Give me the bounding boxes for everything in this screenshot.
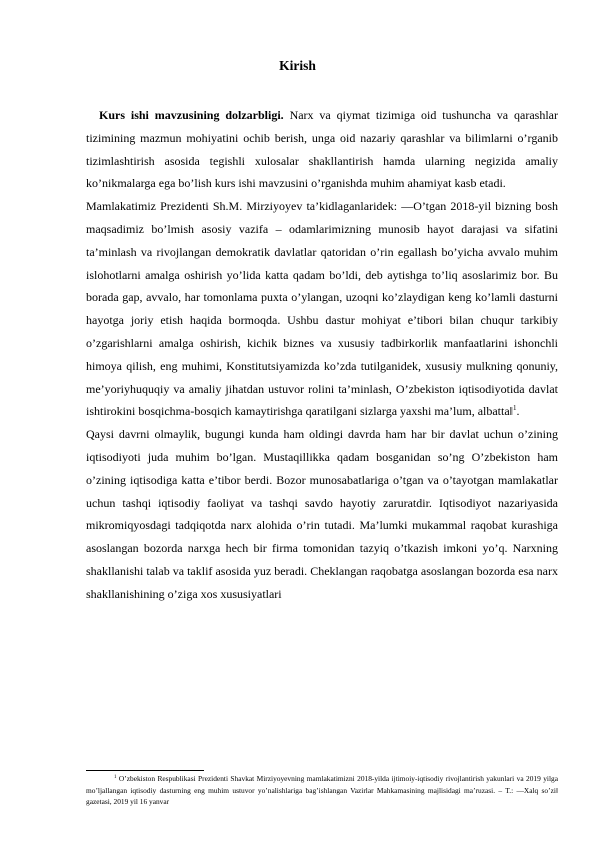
relevance-heading: Kurs ishi mavzusining dolzarbligi. [99, 108, 284, 122]
relevance-text: Narx va qiymat tizimiga oid tushuncha va qarashlar tizimining mazmun mohiyatini ochib berish, unga oid nazariy qarashlar va bilimlarni o’rganib tizimlashtirish asosida tegishli xulosalar shakllantirish hamda ularning negizida amaliy ko’nikmalarga ega bo’lish kurs ishi mavzusini o’rganishda muhim ahamiyat kasb etadi. [86, 108, 558, 191]
footnote-number: 1 [114, 775, 117, 780]
paragraph-economy [86, 423, 558, 605]
document-body [86, 104, 558, 606]
paragraph-relevance [86, 104, 558, 195]
quote-text: Mamlakatimiz Prezidenti Sh.M. Mirziyoyev ta’kidlaganlaridek: ―O’tgan 2018-yil bizning bosh maqsadimiz bo’lmish asosiy vazifa – odamlarimizning munosib hayot darajasi va sifatini ta’minlash va rivojlangan demokratik davlatlar qatoridan o’rin egallash bo’yicha avvalo muhim islohotlarni amalga oshirish yo’lida katta qadam bo’ldi, deb aytishga to’liq asoslarimiz bor. Bu borada gap, avvalo, har tomonlama puxta o’ylangan, uzoqni ko’zlaydigan keng ko’lamli dasturni hayotga joriy etish haqida bormoqda. Ushbu dastur mohiyat e’tibori bilan chuqur tarkibiy o’zgarishlarni amalga oshirish, kichik biznes va xususiy tadbirkorlik manfaatlarini ishonchli himoya qilish, eng muhimi, Konstitutsiyamizda ko’zda tutilganidek, xususiy mulkning qonuniy, me’yoriyhuquqiy va amaliy jihatdan ustuvor rolini ta’minlash, O’zbekiston iqtisodiyotida davlat ishtirokini bosqichma-bosqich kamaytirishga qaratilgani sizlarga yaxshi ma’lum, albatta‖ [86, 199, 558, 419]
footnote-reference[interactable]: 1 [513, 404, 517, 413]
paragraph-president-quote [86, 195, 558, 423]
footnote [86, 773, 558, 808]
footnote-text: O’zbekiston Respublikasi Prezidenti Shavkat Mirziyoyevning mamlakatimizni 2018-yilda ijtimoiy-iqtisodiy rivojlantirish yakunlari va 2019 yilga mo’ljallangan iqtisodiy dasturning eng muhim ustuvor yo’nalishlariga bag’ishlangan Vazirlar Mahkamasining majlisidagi ma’ruzasi. – T.: ―Xalq so’zi‖ gazetasi, 2019 yil 16 yanvar [86, 774, 558, 807]
quote-end: . [516, 404, 520, 419]
page-title: Kirish [279, 58, 316, 73]
footnote-separator [86, 770, 204, 771]
economy-text: Qaysi davrni olmaylik, bugungi kunda ham oldingi davrda ham har bir davlat uchun o’zining iqtisodiyoti juda muhim bo’lgan. Mustaqillikka qadam bosganidan so’ng O’zbekiston ham o’zining iqtisodiga katta e’tibor berdi. Bozor munosabatlariga o’tgan va o’tayotgan mamlakatlar uchun tashqi iqtisodiy faoliyat va tashqi savdo hayotiy zaruratdir. Iqtisodiyot nazariyasida mikromiqyosdagi tadqiqotda narx alohida o’rin tutadi. Ma’lumki mukammal raqobat kurashiga asoslangan bozorda narxga hech bir firma tomonidan tazyiq o’tkazish imkoni yo’q. Narxning shakllanishi talab va taklif asosida yuz beradi. Cheklangan raqobatga asoslangan bozorda esa narx shakllanishining o’ziga xos xususiyatlari [86, 427, 558, 601]
